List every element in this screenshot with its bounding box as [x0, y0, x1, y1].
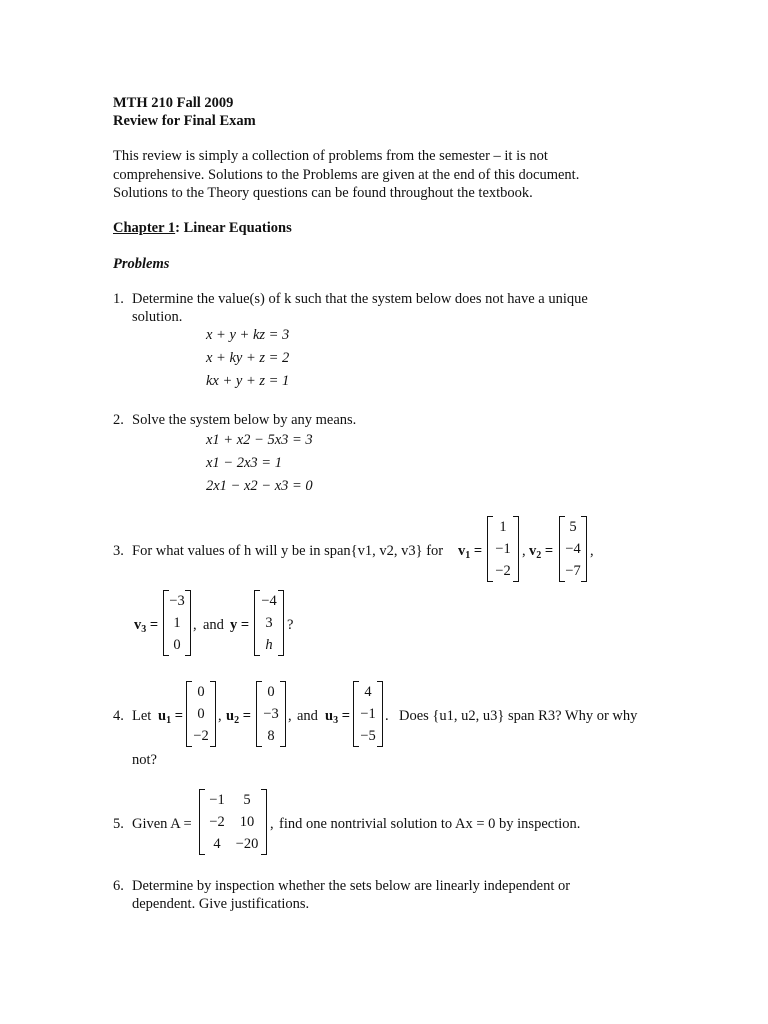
problem-5-number: 5.	[113, 816, 124, 832]
problem-5-given: Given A =	[132, 816, 192, 832]
problem-3-vector-y	[254, 590, 284, 656]
comma: ,	[522, 543, 526, 559]
matrix-entry: 10	[239, 814, 255, 830]
matrix-entry: −2	[209, 814, 225, 830]
problem-4-u1-label: $u_1$ =	[158, 708, 183, 726]
vector-entry: −3	[169, 593, 185, 609]
document-title: Review for Final Exam	[113, 113, 256, 129]
vector-entry: −4	[261, 593, 277, 609]
vector-entry: 0	[173, 637, 181, 653]
problem-2-number: 2.	[113, 412, 124, 428]
problem-6-number: 6.	[113, 878, 124, 894]
problem-3-y-label: y =	[230, 617, 250, 633]
problem-5-text: find one nontrivial solution to Ax = 0 by inspection.	[279, 816, 581, 832]
vector-entry: 1	[499, 519, 507, 535]
comma: ,	[288, 708, 292, 724]
vector-entry: −1	[360, 706, 376, 722]
comma: ,	[590, 543, 594, 559]
problem-1-equation-1: x + y + kz = 3	[206, 327, 290, 343]
vector-entry: 4	[364, 684, 372, 700]
problem-4-vector-u1	[186, 681, 216, 747]
problem-4-u3-label: $u_3$ =	[325, 708, 350, 726]
problem-4-number: 4.	[113, 708, 124, 724]
problem-3-v2-label: $v_2$ =	[529, 543, 554, 561]
problem-1-equation-3: kx + y + z = 1	[206, 373, 290, 389]
chapter-link: Chapter 1	[113, 220, 176, 236]
problem-3-end: ?	[287, 617, 294, 633]
vector-entry: −3	[263, 706, 279, 722]
vector-entry: −2	[495, 563, 511, 579]
problem-4-u2-label: $u_2$ =	[226, 708, 251, 726]
problem-2-equation-3: 2x1 − x2 − x3 = 0	[206, 478, 313, 494]
problem-2-text: Solve the system below by any means.	[132, 412, 357, 428]
course-title: MTH 210 Fall 2009	[113, 95, 234, 111]
problem-6-text: Determine by inspection whether the sets below are linearly independent or	[132, 878, 571, 894]
problem-3-v1-label: $v_1$ =	[458, 543, 483, 561]
vector-entry: −4	[565, 541, 581, 557]
problem-4-and: and	[297, 708, 318, 724]
matrix-entry: 4	[213, 836, 221, 852]
problem-3-vector-v3	[163, 590, 191, 656]
vector-entry: h	[265, 637, 273, 653]
chapter-title: : Linear Equations	[175, 220, 292, 236]
problem-6-text-cont: dependent. Give justifications.	[132, 896, 310, 912]
comma: ,	[193, 617, 197, 633]
period: .	[385, 708, 389, 724]
problem-3-text: For what values of h will y be in span{v1, v2, v3} for	[132, 543, 444, 559]
problem-1-equation-2: x + ky + z = 2	[206, 350, 290, 366]
problem-4-let: Let	[132, 708, 152, 724]
vector-entry: −2	[193, 728, 209, 744]
vector-entry: 0	[197, 684, 205, 700]
vector-entry: 0	[267, 684, 275, 700]
problem-5-matrix-a	[199, 789, 267, 855]
problem-2-equation-1: x1 + x2 − 5x3 = 3	[206, 432, 313, 448]
problem-1-text: Determine the value(s) of k such that the system below does not have a unique	[132, 291, 588, 307]
vector-entry: −1	[495, 541, 511, 557]
intro-line-3: Solutions to the Theory questions can be found throughout the textbook.	[113, 185, 533, 201]
vector-entry: −7	[565, 563, 581, 579]
vector-entry: 1	[173, 615, 181, 631]
matrix-entry: 5	[243, 792, 251, 808]
problem-1-text-cont: solution.	[132, 309, 183, 325]
intro-line-2: comprehensive. Solutions to the Problems are given at the end of this document.	[113, 167, 580, 183]
vector-entry: 8	[267, 728, 275, 744]
problem-4-vector-u2	[256, 681, 286, 747]
problem-4-question: Does {u1, u2, u3} span R3? Why or why	[399, 708, 638, 724]
vector-entry: 0	[197, 706, 205, 722]
matrix-entry: −20	[235, 836, 259, 852]
problem-3-vector-v2	[559, 516, 587, 582]
problem-3-vector-v1	[487, 516, 519, 582]
intro-line-1: This review is simply a collection of problems from the semester – it is not	[113, 148, 548, 164]
problem-4-vector-u3	[353, 681, 383, 747]
matrix-entry: −1	[209, 792, 225, 808]
vector-entry: −5	[360, 728, 376, 744]
problem-3-number: 3.	[113, 543, 124, 559]
problem-2-equation-2: x1 − 2x3 = 1	[206, 455, 282, 471]
section-heading: Problems	[113, 256, 170, 272]
chapter-heading	[113, 219, 292, 237]
problem-1-number: 1.	[113, 291, 124, 307]
comma: ,	[218, 708, 222, 724]
problem-3-v3-label: $v_3$ =	[134, 617, 159, 635]
problem-3-and: and	[203, 617, 224, 633]
vector-entry: 5	[569, 519, 577, 535]
comma: ,	[270, 816, 274, 832]
vector-entry: 3	[265, 615, 273, 631]
problem-4-question-cont: not?	[132, 752, 157, 768]
